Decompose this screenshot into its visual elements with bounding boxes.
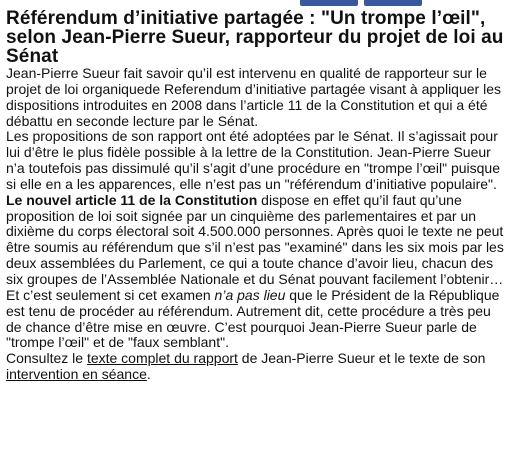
emphasis-text: n’a pas lieu (214, 286, 286, 303)
article-title: Référendum d’initiative partagée : "Un trompe l’œil", selon Jean-Pierre Sueur, rapporteur du projet de loi au Sénat (6, 8, 504, 67)
paragraph-2: Les propositions de son rapport ont été adoptées par le Sénat. Il s’agissait pour lui d’être le plus fidèle possible à la lettre de la Constitution. Jean-Pierre Sueur n’a toutefois pas dissimulé qu’il s’agit d’une procédure en "trompe l’œil" puisque si elle en a les apparences, elle n’est pas un "référendum d’initiative populaire". (6, 128, 500, 192)
report-link[interactable]: texte complet du rapport (86, 350, 238, 367)
facebook-like-button[interactable] (364, 0, 422, 6)
paragraph-3: dispose en effet qu’il faut qu’une proposition de loi soit signée par un cinquième des parlementaires et par un dixième du corps électoral soit 4.500.000 personnes. Après quoi le texte ne peut être soumis au référendum que s’il n’est pas "examiné" dans les six mois par les deux assemblées du Parlement, ce qui a toute chance d’avoir lieu, chacun des six groupes de l’Assemblée Nationale et du Sénat pouvant facilement l’obtenir… (6, 191, 504, 287)
article (6, 9, 506, 383)
paragraph-1: Jean-Pierre Sueur fait savoir qu’il est intervenu en qualité de rapporteur sur le projet de loi organiquede Referendum d’initiative partagée visant à appliquer les dispositions introduites en 2008 dans l’article 11 de la Constitution et qui a été débattu en seconde lecture par le Sénat. (6, 65, 501, 129)
intervention-link[interactable]: intervention en séance (6, 366, 147, 383)
paragraph-5-start: Consultez le (6, 350, 87, 367)
facebook-share-button[interactable] (300, 0, 358, 6)
paragraph-4-start: Et c’est seulement si cet examen (6, 286, 215, 303)
article-11-heading: Le nouvel article 11 de la Constitution (6, 191, 258, 208)
paragraph-4-end: que le Président de la République est tenu de procéder au référendum. Autrement dit, cette procédure a très peu de chance d’être mise en œuvre. C’est pourquoi Jean-Pierre Sueur parle de "trompe l’œil" et de "faux semblant". (6, 286, 500, 351)
article-body (6, 66, 506, 383)
paragraph-5-end: . (146, 366, 151, 383)
paragraph-5-middle: de Jean-Pierre Sueur et le texte de son (237, 350, 486, 367)
